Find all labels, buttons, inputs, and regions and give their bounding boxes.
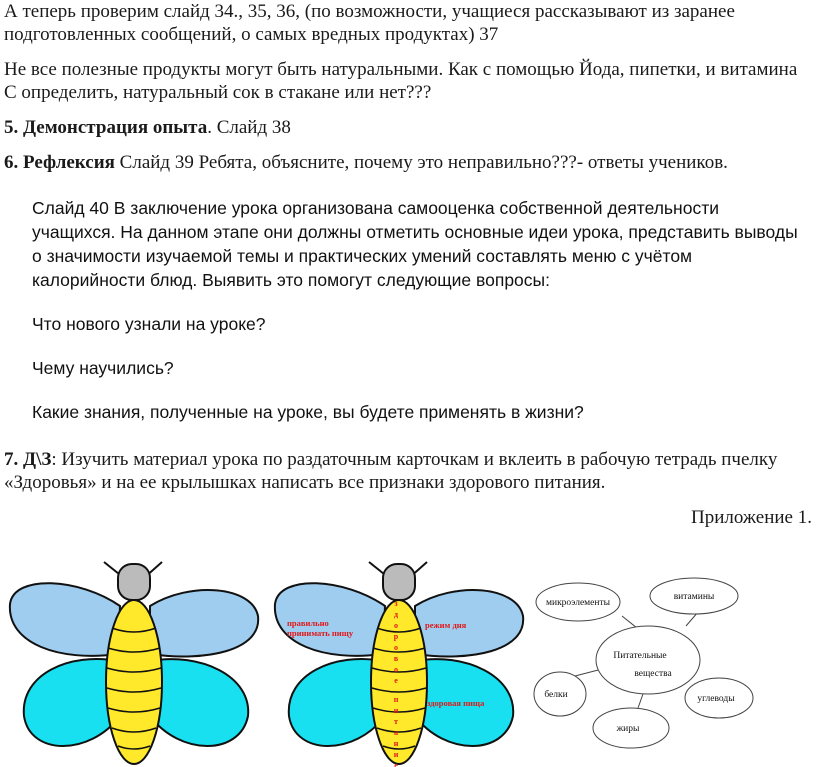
bee2-body — [371, 600, 427, 764]
slide-40-text: В заключение урока организована самооценка собственной деятельности учащихся. На данном этапе они должны отметить основные идеи урока, представить выводы о значимости изучаемой темы и практических умений составлять меню с учётом калорийности блюд. Выявить это помогут следующие вопросы: — [32, 198, 798, 290]
bee2-body-letter: и — [393, 750, 399, 759]
mindmap-link-5 — [638, 694, 643, 708]
mindmap-label-microelements: микроэлементы — [545, 598, 611, 608]
section-6 — [4, 151, 812, 174]
question-1: Что нового узнали на уроке? — [32, 314, 266, 334]
bee2-label-correct-eating-2: принимать пищу — [287, 628, 354, 638]
bee2-body-letter: и — [393, 706, 399, 715]
bee2-label-healthy-food: здоровая пища — [427, 698, 485, 708]
bee1-wing-top-right — [150, 590, 258, 656]
section-5 — [4, 116, 812, 139]
section-7 — [4, 448, 812, 494]
bee2-body-letter: в — [393, 654, 399, 663]
bee2-body-letter: д — [393, 610, 399, 619]
paragraph-check-slides: А теперь проверим слайд 34., 35, 36, (по возможности, учащиеся рассказывают из заранее подготовленных сообщений, о самых вредных продуктах) 37 — [4, 1, 735, 45]
mindmap-label-fats: жиры — [616, 724, 640, 734]
slide-40-prefix: Слайд 40 — [32, 198, 114, 218]
bee2-body-letter: е — [394, 761, 398, 767]
slide-40-paragraph — [32, 196, 802, 292]
mindmap-label-center-1: Питательные — [613, 651, 667, 661]
bee2-body-letter: е — [394, 676, 398, 685]
bee2-body-letter: р — [393, 632, 399, 641]
mindmap-label-carbs: углеводы — [697, 694, 735, 704]
bee1-head — [118, 564, 150, 600]
question-3: Какие знания, полученные на уроке, вы будете применять в жизни? — [32, 402, 584, 422]
bee2-body-letter: о — [394, 643, 398, 652]
mindmap-label-vitamins: витамины — [673, 592, 715, 602]
bee2-body-letter: з — [394, 599, 398, 608]
section-6-label: 6. Рефлексия — [4, 152, 115, 173]
section-7-label: 7. Д\З — [4, 449, 52, 470]
bee-labeled-figure — [265, 556, 530, 767]
bee2-head — [383, 564, 415, 600]
section-5-text: . Слайд 38 — [207, 117, 291, 138]
mindmap-label-center-2: вещества — [634, 669, 672, 679]
bee2-body-letter: о — [394, 665, 398, 674]
bee2-body-letter: т — [394, 717, 398, 726]
bee1-wing-top-left — [10, 583, 120, 656]
bee2-label-correct-eating-1: правильно — [287, 618, 329, 628]
paragraph-juice-test: Не все полезные продукты могут быть натуральными. Как с помощью Йода, пипетки, и витамина С определить, натуральный сок в стакане или нет??? — [4, 59, 798, 103]
bee2-body-letter: н — [393, 739, 399, 748]
section-6-text: Слайд 39 Ребята, объясните, почему это неправильно???- ответы учеников. — [114, 152, 728, 173]
mindmap-label-proteins: белки — [544, 690, 568, 700]
bee2-body-letter: а — [394, 728, 398, 737]
question-2: Чему научились? — [32, 358, 174, 378]
nutrients-mindmap — [530, 556, 814, 767]
appendix-label: Приложение 1. — [691, 507, 812, 528]
bee1-wing-bottom-right — [150, 659, 248, 746]
bee2-label-day-regime: режим дня — [425, 620, 467, 630]
section-7-text: : Изучить материал урока по раздаточным карточкам и вклеить в рабочую тетрадь пчелку «Здоровья» и на ее крылышках написать все признаки здорового питания. — [4, 449, 778, 493]
bee1-body — [106, 600, 162, 764]
bee2-body-letter: п — [393, 695, 399, 704]
section-5-label: 5. Демонстрация опыта — [4, 117, 208, 138]
bee2-body-letter: о — [394, 621, 398, 630]
bee-blank-figure — [0, 556, 265, 767]
